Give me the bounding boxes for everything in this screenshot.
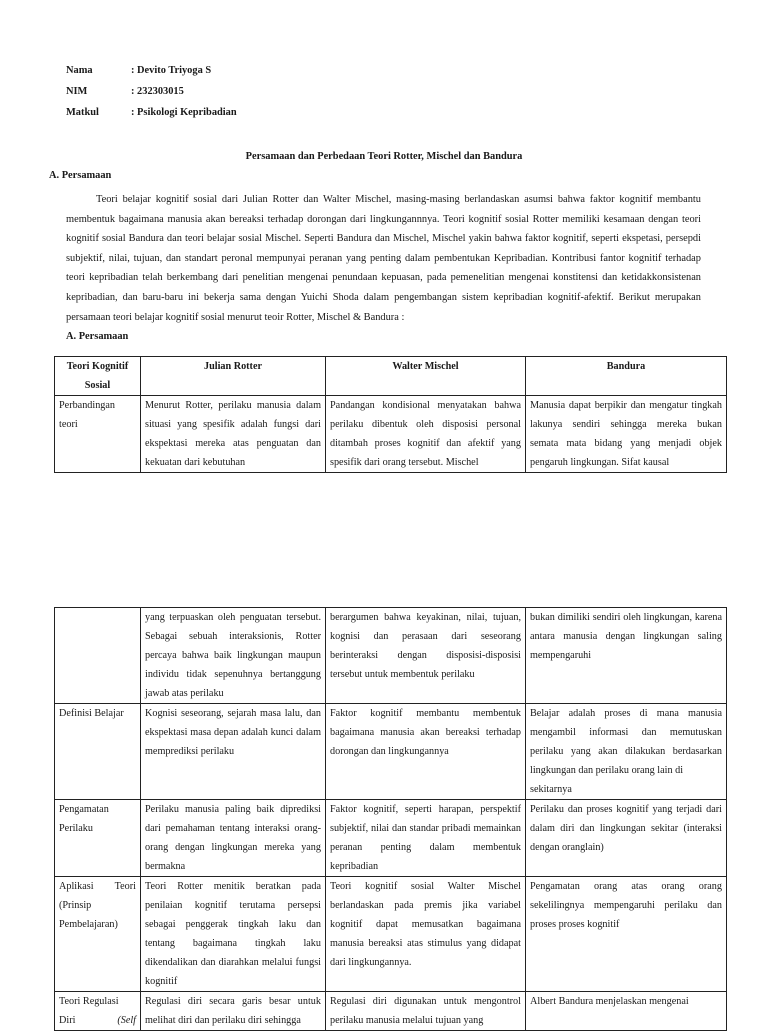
cell-bandura: Pengamatan orang atas orang orang sekelilingnya mempengaruhi perilaku dan proses proses kognitif: [526, 877, 727, 992]
row-label: Aplikasi Teori (Prinsip Pembelajaran): [55, 877, 141, 992]
cell-rotter: yang terpuaskan oleh penguatan tersebut. Sebagai sebuah interaksionis, Rotter percaya bahwa baik lingkungan maupun individu tidak sepenuhnya bertanggung jawab atas perilaku: [141, 608, 326, 704]
cell-bandura: Albert Bandura menjelaskan mengenai: [526, 992, 727, 1031]
header-bandura: Bandura: [526, 357, 727, 396]
cell-rotter: Kognisi seseorang, sejarah masa lalu, dan ekspektasi masa depan adalah kunci dalam memprediksi perilaku: [141, 704, 326, 800]
comparison-table-page2: [54, 607, 727, 1031]
nim-label: NIM: [66, 86, 88, 97]
cell-rotter-text: Menurut Rotter, perilaku manusia dalam situasi yang spesifik adalah fungsi dari ekspektasi mereka atas penguatan dan kekuatan dari kebutuhan: [145, 400, 321, 468]
table-subheading: A. Persamaan: [66, 331, 129, 342]
comparison-table-page1: [54, 356, 727, 473]
cell-bandura-tail: sekitarnya: [530, 784, 572, 795]
cell-bandura: bukan dimiliki sendiri oleh lingkungan, karena antara manusia dengan lingkungan saling mempengaruhi: [526, 608, 727, 704]
cell-mischel: Regulasi diri digunakan untuk mengontrol perilaku manusia melalui tujuan yang: [326, 992, 526, 1031]
header-teori: Teori Kognitif Sosial: [55, 357, 141, 396]
section-heading-persamaan: A. Persamaan: [49, 170, 112, 181]
cell-mischel: Faktor kognitif membantu membentuk bagaimana manusia akan bereaksi terhadap dorongan dan lingkungannya: [326, 704, 526, 800]
cell-rotter: Regulasi diri secara garis besar untuk melihat diri dan perilaku diri sehingga: [141, 992, 326, 1031]
cell-mischel: Teori kognitif sosial Walter Mischel berlandaskan pada premis jika variabel kognitif dapat memusatkan bagaimana manusia bereaksi atas stimulus yang didapat dari lingkungannya.: [326, 877, 526, 992]
row-label: Perbandingan teori: [55, 396, 141, 473]
row-label: [55, 992, 141, 1031]
cell-bandura: [526, 396, 727, 473]
row-label-line2-self: (Self: [117, 1015, 136, 1026]
nama-value: : Devito Triyoga S: [131, 65, 212, 76]
header-mischel: Walter Mischel: [326, 357, 526, 396]
row-label-line2: Diri: [59, 1015, 76, 1026]
row-label: Definisi Belajar: [55, 704, 141, 800]
cell-mischel-text: Pandangan kondisional menyatakan bahwa perilaku dibentuk oleh disposisi personal ditambah proses kognitif dan afektif yang spesifik dari orang tersebut. Mischel: [330, 400, 521, 468]
cell-rotter: Perilaku manusia paling baik diprediksi dari pemahaman tentang interaksi orang-orang dengan lingkungan mereka yang bermakna: [141, 800, 326, 877]
table-header-row: [55, 357, 727, 396]
cell-mischel: berargumen bahwa keyakinan, nilai, tujuan, kognisi dan perasaan dari seseorang berinteraksi dengan disposisi-disposisi tersebut untuk membentuk perilaku: [326, 608, 526, 704]
table-row: [55, 608, 727, 704]
cell-bandura: [526, 704, 727, 800]
nama-label: Nama: [66, 65, 93, 76]
cell-bandura: Perilaku dan proses kognitif yang terjadi dari dalam diri dan lingkungan sekitar (interaksi dengan oranglain): [526, 800, 727, 877]
row-label-line1: Teori Regulasi: [59, 996, 119, 1007]
intro-paragraph-text: Teori belajar kognitif sosial dari Julian Rotter dan Walter Mischel, masing-masing berlandaskan asumsi bahwa faktor kognitif membantu membentuk bagaimana manusia akan bereaksi terhadap dorongan dari lingkungannnya. Teori kognitif sosial Rotter memiliki kesamaan dengan teori kognitif sosial Bandura dan teori belajar sosial Mischel. Seperti Bandura dan Mischel, Mischel yakin bahwa faktor kognitif, seperti ekspetasi, persepdi subjektif, nilai, tujuan, dan standart peronal mempunyai peranan yang penting dalam pembentukan Kepribadian. Kontribusi fantor kognitif terhadap teori kepribadian telah berkembang dari penelitian mengenai penundaan kepuasan, pada pemenelitian mengenai konstitensi dan ketidakkonsistenan kepribadian, dan baru-baru ini bekerja sama dengan Yuichi Shoda dalam pengembangan sistem kepribadian kognitif-afektif. Berikut merupakan persamaan teori belajar kognitif sosial menurut teoir Rotter, Mischel & Bandura :: [66, 194, 701, 323]
document-title: Persamaan dan Perbedaan Teori Rotter, Mischel dan Bandura: [245, 151, 523, 162]
table-row: [55, 704, 727, 800]
row-label: [55, 608, 141, 704]
cell-bandura-text: Belajar adalah proses di mana manusia mengambil informasi dan memutuskan perilaku yang akan dilakukan berdasarkan lingkungan dan perilaku orang lain di: [530, 708, 722, 776]
table-row: [55, 992, 727, 1031]
matkul-value: : Psikologi Kepribadian: [131, 107, 237, 118]
matkul-label: Matkul: [66, 107, 99, 118]
header-rotter: Julian Rotter: [141, 357, 326, 396]
cell-rotter: [141, 396, 326, 473]
nim-value: : 232303015: [131, 86, 184, 97]
row-label: Pengamatan Perilaku: [55, 800, 141, 877]
cell-mischel: Faktor kognitif, seperti harapan, perspektif subjektif, nilai dan standar pribadi memainkan peranan penting dalam membentuk kepribadian: [326, 800, 526, 877]
cell-bandura-text: Manusia dapat berpikir dan mengatur tingkah lakunya sendiri sehingga mereka bukan semata mata bidang yang menjadi objek pengaruh lingkungan. Sifat kausal: [530, 400, 722, 468]
cell-rotter: Teori Rotter menitik beratkan pada penilaian kognitif terutama persepsi sebagai penggerak tingkah laku dan tentang bagaimana tingkah laku dikendalikan dan diarahkan melalui fungsi kognitif: [141, 877, 326, 992]
table-row: [55, 877, 727, 992]
table-row: [55, 800, 727, 877]
intro-paragraph: [66, 190, 701, 327]
cell-mischel: [326, 396, 526, 473]
table-row: [55, 396, 727, 473]
